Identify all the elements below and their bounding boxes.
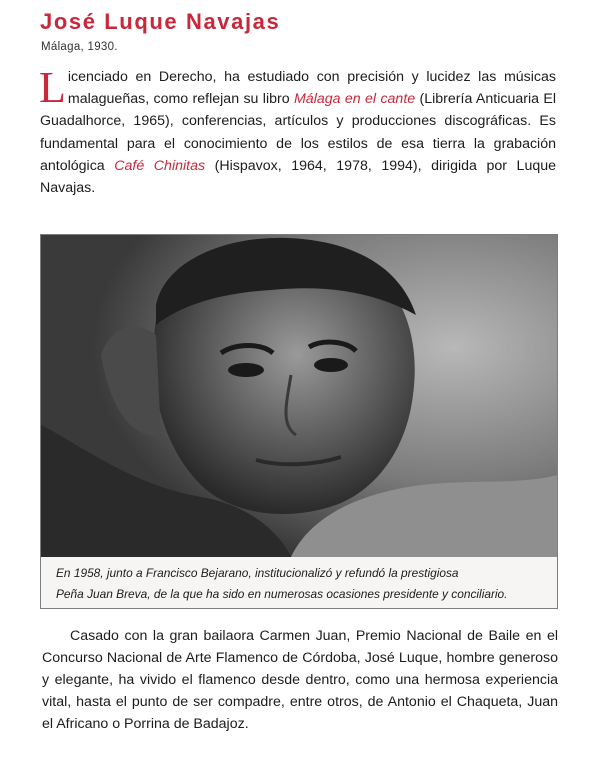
page-title: José Luque Navajas [40,9,281,34]
intro-text-2: (Librería Anticuaria El Guadalhorce, 1965), conferencias, artículos y producciones discográficas. Es fundamental para el conocimiento de los estilos de esa tierra la grabación antológica [40,91,557,174]
caption-line-2: Peña Juan Breva, de la que ha sido en numerosas ocasiones presidente y conciliario. [56,586,508,601]
book-title: Málaga en el cante [293,91,416,108]
record-title: Café Chinitas [114,157,206,174]
portrait-illustration [41,235,557,557]
intro-text-1: icenciado en Derecho, ha estudiado con precisión y lucidez las músicas malagueñas, como reflejan su libro [67,69,556,108]
body-paragraph: Casado con la gran bailaora Carmen Juan, Premio Nacional de Baile en el Concurso Nacional de Arte Flamenco de Córdoba, José Luque, hombre generoso y elegante, ha vivido el flamenco desde dentro, como una hermosa experiencia vital, hasta el punto de ser compadre, entre otros, de Antonio el Chaqueta, Juan el Africano o Porrina de Badajoz. [42,628,558,733]
intro-paragraph [39,63,557,199]
birth-place-date: Málaga, 1930. [41,41,118,53]
portrait-photo [41,235,557,557]
drop-cap: L [39,63,66,112]
photo-caption [56,563,546,604]
photo-frame [40,234,558,609]
intro-text-3: (Hispavox, 1964, 1978, 1994), dirigida por Luque Navajas. [40,157,557,197]
caption-line-1: En 1958, junto a Francisco Bejarano, institucionalizó y refundó la prestigiosa [56,566,459,580]
